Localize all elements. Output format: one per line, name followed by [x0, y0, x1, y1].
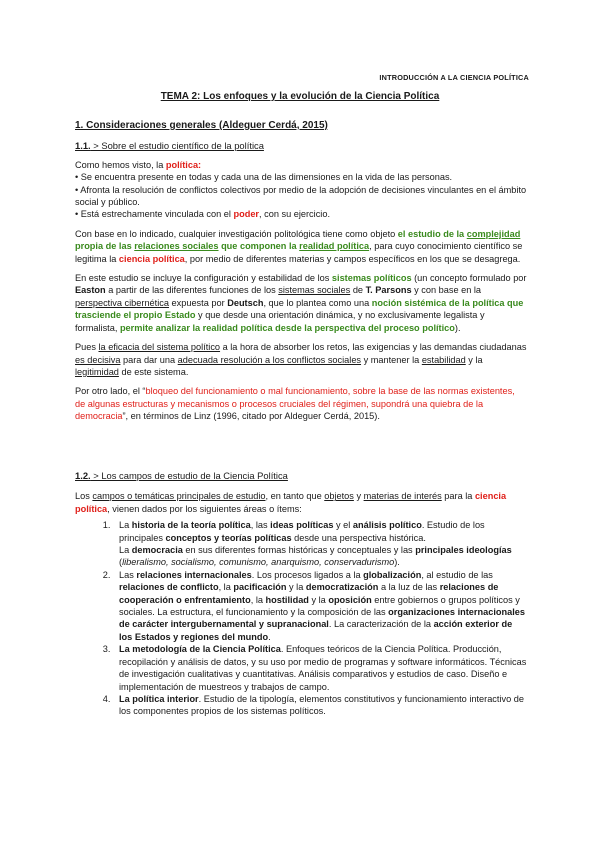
subsection-1-2-heading: 1.2. > Los campos de estudio de la Ciencia Política [75, 470, 288, 481]
fields-intro: Los campos o temáticas principales de estudio, en tanto que objetos y materias de interés para la ciencia política, vienen dados por los siguientes áreas o ítems: [75, 491, 507, 514]
paragraph-linz-quote: Por otro lado, el “bloqueo del funcionamiento o mal funcionamiento, sobre la base de las normas existentes, de algunas estructuras y mecanismos o procesos cruciales del régimen, supondrá una quiebra de la democracia”, en términos de Linz (1996, citado por Aldeguer Cerdá, 2015). [75, 386, 515, 422]
fields-list [75, 519, 527, 718]
list-item: 3. La metodología de la Ciencia Política. Enfoques teóricos de la Ciencia Política. Producción, recopilación y análisis de datos, y su uso por medio de programas y software informáticos. Técnicas de investigación cualitativas y cuantitativas. Análisis comparativos y estudios de caso. Diseño e implementación de muestreos y trabajos de campo. [113, 643, 527, 693]
paragraph-political-systems: En este estudio se incluye la configuración y estabilidad de los sistemas políticos (un concepto formulado por Easton a partir de las diferentes funciones de los sistemas sociales de T. Parsons y con base en la perspectiva cibernética expuesta por Deutsch, que lo plantea como una noción sistémica de la política que trasciende el propio Estado y que desde una orientación dinámica, y no exclusivamente legalista y formalista, permite analizar la realidad política desde la perspectiva del proceso político). [75, 273, 527, 333]
section-1-2 [75, 470, 527, 718]
section-1-heading: 1. Consideraciones generales (Aldeguer Cerdá, 2015) [75, 120, 328, 131]
list-item: 2. Las relaciones internacionales. Los procesos ligados a la globalización, al estudio de las relaciones de conflicto, la pacificación y la democratización a la luz de las relaciones de cooperación o enfrentamiento, la hostilidad y la oposición entre gobiernos o grupos políticos y sociales. La estructura, el funcionamiento y la composición de las organizaciones internacionales de carácter intergubernamental y supranacional. La caracterización de la acción exterior de los Estados y regiones del mundo. [113, 569, 527, 643]
list-item: 1. La historia de la teoría política, las ideas políticas y el análisis político. Estudio de los principales conceptos y teorías políticas desde una perspectiva histórica. La democracia en sus diferentes formas históricas y conceptuales y las principales ideologías (liberalismo, socialismo, comunismo, anarquismo, conservadurismo). [113, 519, 527, 569]
bullet-2: • Afronta la resolución de conflictos colectivos por medio de la adopción de decisiones vinculantes en el ámbito social y público. [75, 184, 527, 208]
bullet-1: • Se encuentra presente en todas y cada una de las dimensiones en la vida de las personas. [75, 172, 453, 183]
document-title: TEMA 2: Los enfoques y la evolución de la Ciencia Política [160, 91, 440, 102]
bullet-3: • Está estrechamente vinculada con el poder, con su ejercicio. [75, 209, 330, 220]
section-1 [75, 120, 527, 423]
politics-intro: Como hemos visto, la política: [75, 159, 202, 170]
paragraph-efficacy: Pues la eficacia del sistema político a la hora de absorber los retos, las exigencias y las demandas ciudadanas es decisiva para dar una adecuada resolución a los conflictos sociales y mantener la estabilidad y la legitimidad de este sistema. [75, 342, 527, 377]
subsection-1-1-heading: 1.1. > Sobre el estudio científico de la política [75, 140, 264, 152]
list-item: 4. La política interior. Estudio de la tipología, elementos constitutivos y funcionamiento interactivo de los componentes propios de los sistemas políticos. [113, 693, 527, 718]
course-header: INTRODUCCIÓN A LA CIENCIA POLÍTICA [379, 73, 529, 82]
paragraph-research-object: Con base en lo indicado, cualquier investigación politológica tiene como objeto el estudio de la complejidad propia de las relaciones sociales que componen la realidad política, para cuyo conocimiento científico se legitima la ciencia política, por medio de diferentes materias y campos específicos en los que se desagrega. [75, 228, 523, 264]
